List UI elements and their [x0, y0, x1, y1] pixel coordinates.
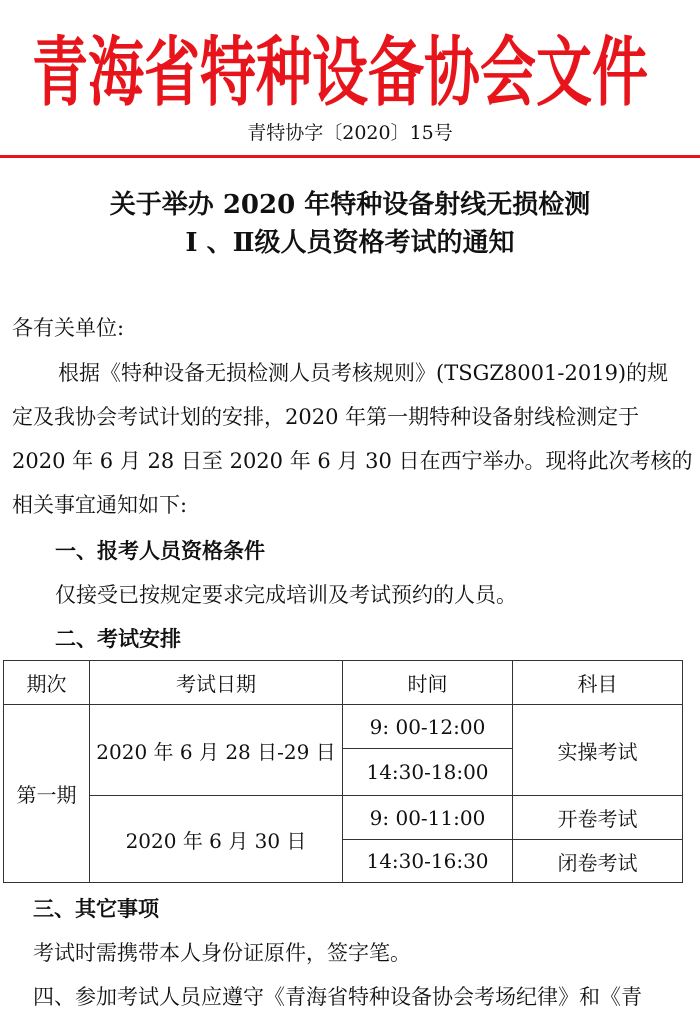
salutation: 各有关单位: [12, 316, 125, 340]
header-cell: 期次 [4, 661, 90, 705]
section-2-title: 二、考试安排 [55, 627, 181, 651]
subject-cell: 实操考试 [513, 705, 683, 796]
org-title: 青海省特种设备协会文件 [32, 29, 648, 118]
table-header-row [4, 661, 683, 705]
header-cell: 科目 [513, 661, 683, 705]
exam-schedule-table [3, 660, 683, 883]
header-cell: 时间 [343, 661, 513, 705]
doc-number: 青特协字〔2020〕15号 [247, 122, 453, 144]
time-cell: 14:30-16:30 [343, 840, 513, 883]
section-1-text: 仅接受已按规定要求完成培训及考试预约的人员。 [55, 583, 517, 607]
header-cell: 考试日期 [90, 661, 343, 705]
notice-title-line2: Ⅰ 、Ⅱ级人员资格考试的通知 [185, 228, 515, 258]
section-3-text: 考试时需携带本人身份证原件，签字笔。 [33, 941, 411, 965]
table-row [4, 796, 683, 840]
section-4-text: 四、参加考试人员应遵守《青海省特种设备协会考场纪律》和《青 [33, 985, 642, 1009]
red-divider [0, 155, 700, 158]
para-line: 2020 年 6 月 28 日至 2020 年 6 月 30 日在西宁举办。现将此次考核的 [12, 449, 693, 473]
para-line: 定及我协会考试计划的安排，2020 年第一期特种设备射线检测定于 [12, 405, 640, 429]
para-line: 相关事宜通知如下: [12, 493, 188, 517]
section-3-title: 三、其它事项 [33, 897, 159, 921]
section-1-title: 一、报考人员资格条件 [55, 539, 265, 563]
time-cell: 14:30-18:00 [343, 749, 513, 796]
notice-title-line1: 关于举办 2020 年特种设备射线无损检测 [109, 190, 591, 220]
subject-cell: 开卷考试 [513, 796, 683, 840]
time-cell: 9: 00-11:00 [343, 796, 513, 840]
date-cell: 2020 年 6 月 30 日 [90, 796, 343, 883]
period-cell: 第一期 [4, 705, 90, 883]
time-cell: 9: 00-12:00 [343, 705, 513, 749]
para-line: 根据《特种设备无损检测人员考核规则》(TSGZ8001-2019)的规 [58, 361, 669, 385]
table-row [4, 705, 683, 749]
date-cell: 2020 年 6 月 28 日-29 日 [90, 705, 343, 796]
subject-cell: 闭卷考试 [513, 840, 683, 883]
